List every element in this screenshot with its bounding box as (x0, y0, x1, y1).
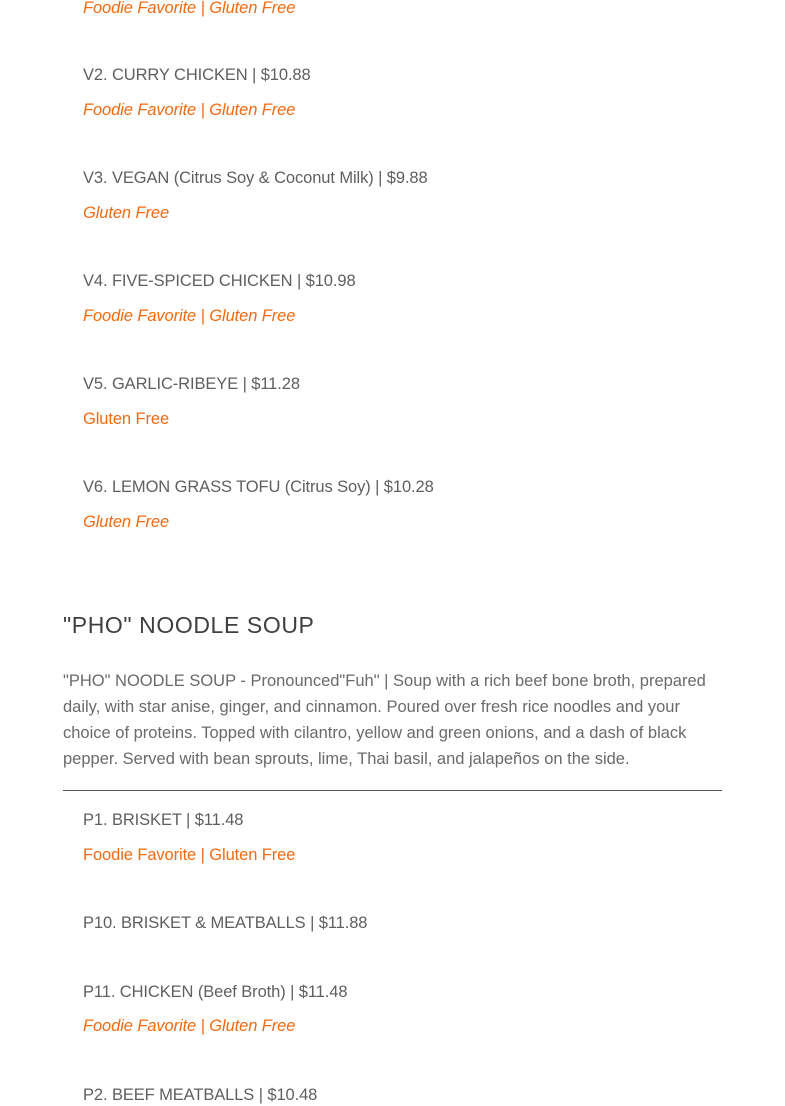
menu-item-tag-v3: Gluten Free (83, 204, 170, 222)
menu-item-title-p11: P11. CHICKEN (Beef Broth) | $11.48 (83, 983, 348, 1001)
section-heading-pho: "PHO" NOODLE SOUP (63, 612, 315, 638)
menu-item-tag-v5: Gluten Free (83, 410, 170, 428)
menu-item-tag-p11: Foodie Favorite | Gluten Free (83, 1017, 296, 1035)
menu-item-tag-p1: Foodie Favorite | Gluten Free (83, 846, 296, 864)
section-description-pho: "PHO" NOODLE SOUP - Pronounced"Fuh" | Soup with a rich beef bone broth, prepared daily, with star anise, ginger, and cinnamon. Poured over fresh rice noodles and your choice of proteins. Topped with cilantro, yellow and green onions, and a dash of black pepper. Served with bean sprouts, lime, Thai basil, and jalapeños on the side. (63, 672, 706, 768)
section-divider (63, 790, 722, 791)
menu-item-tag-v4: Foodie Favorite | Gluten Free (83, 307, 296, 325)
menu-item-title-v2: V2. CURRY CHICKEN | $10.88 (83, 66, 311, 84)
menu-item-title-v4: V4. FIVE-SPICED CHICKEN | $10.98 (83, 272, 356, 290)
menu-item-title-v3: V3. VEGAN (Citrus Soy & Coconut Milk) | $9.88 (83, 169, 428, 187)
menu-item-title-v6: V6. LEMON GRASS TOFU (Citrus Soy) | $10.28 (83, 478, 434, 496)
menu-item-title-v5: V5. GARLIC-RIBEYE | $11.28 (83, 375, 300, 393)
menu-item-tag-v6: Gluten Free (83, 513, 170, 531)
menu-item-title-p2: P2. BEEF MEATBALLS | $10.48 (83, 1086, 318, 1104)
menu-item-title-p10: P10. BRISKET & MEATBALLS | $11.88 (83, 914, 368, 932)
menu-item-title-p1: P1. BRISKET | $11.48 (83, 811, 244, 829)
menu-item-tag-v2: Foodie Favorite | Gluten Free (83, 101, 296, 119)
menu-item-tag: Foodie Favorite | Gluten Free (83, 0, 296, 17)
